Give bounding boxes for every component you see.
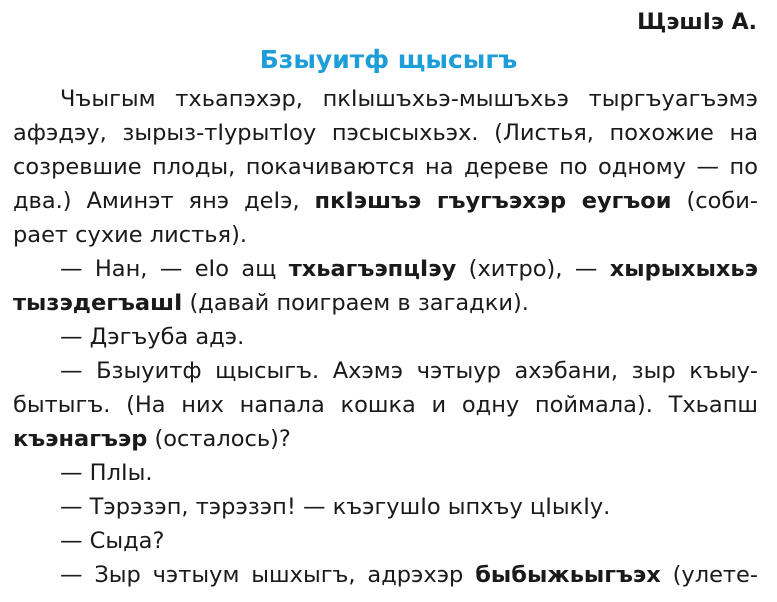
bold-word: быбыжьыгъэх bbox=[475, 562, 661, 588]
text-line-1 bbox=[60, 82, 758, 116]
text-span: (осталось)? bbox=[147, 426, 291, 452]
text-span: — Нан, — еӀо ащ bbox=[60, 256, 289, 282]
text-span: — Сыда? bbox=[60, 528, 165, 554]
text-line-8 bbox=[60, 320, 244, 354]
text-span: созревшие плоды, покачиваются на дереве по одному — по bbox=[13, 154, 758, 180]
text-line-15 bbox=[60, 558, 758, 592]
text-line-11 bbox=[13, 422, 291, 456]
text-span: афэдэу, зырыз-тӀурытӀоу пэсысыхьэх. (Листья, похожие на bbox=[13, 120, 758, 146]
bold-word: къэнагъэр bbox=[13, 426, 148, 452]
text-line-3 bbox=[13, 150, 758, 184]
text-line-5 bbox=[13, 218, 247, 252]
text-span: — ПлӀы. bbox=[60, 460, 153, 486]
bold-word: тызэдегъашӀ bbox=[13, 290, 183, 316]
bold-word: тхьагъэпцӀэу bbox=[288, 256, 457, 282]
text-line-6 bbox=[60, 252, 758, 286]
text-span: рает сухие листья). bbox=[13, 222, 247, 248]
text-line-7 bbox=[13, 286, 529, 320]
bold-word: пкӀэшъэ гъугъэхэр еугъои bbox=[314, 188, 672, 214]
text-span: — Зыр чэтыум ышхыгъ, адрэхэр bbox=[60, 562, 476, 588]
text-line-13 bbox=[60, 490, 610, 524]
text-line-12 bbox=[60, 456, 153, 490]
text-line-14 bbox=[60, 524, 164, 558]
text-span: — Дэгъуба адэ. bbox=[60, 324, 245, 350]
text-line-10 bbox=[13, 388, 758, 422]
text-line-9 bbox=[60, 354, 758, 388]
text-line-4 bbox=[13, 184, 758, 218]
text-span: — Тэрэзэп, тэрэзэп! — къэгушӀо ыпхъу цӀыкӀу. bbox=[60, 494, 611, 520]
text-span: два.) Аминэт янэ деӀэ, bbox=[13, 188, 315, 214]
text-span: Чъыгым тхьапэхэр, пкӀышъхьэ-мышъхьэ тыргъуагъэмэ bbox=[60, 86, 758, 112]
text-line-2 bbox=[13, 116, 758, 150]
text-span: бытыгъ. (На них напала кошка и одну поймала). Тхьапш bbox=[13, 392, 758, 418]
text-span: — Бзыуитф щысыгъ. Ахэмэ чэтыур ахэбани, зыр къыу- bbox=[60, 358, 758, 384]
text-span: (соби- bbox=[671, 188, 759, 214]
text-span: (улете- bbox=[660, 562, 759, 588]
page-title: Бзыуитф щысыгъ bbox=[259, 45, 518, 74]
author-name: ЩэшӀэ А. bbox=[637, 10, 757, 35]
text-span: (давай поиграем в загадки). bbox=[182, 290, 529, 316]
bold-word: хырыхыхьэ bbox=[609, 256, 758, 282]
text-span: (хитро), — bbox=[456, 256, 610, 282]
